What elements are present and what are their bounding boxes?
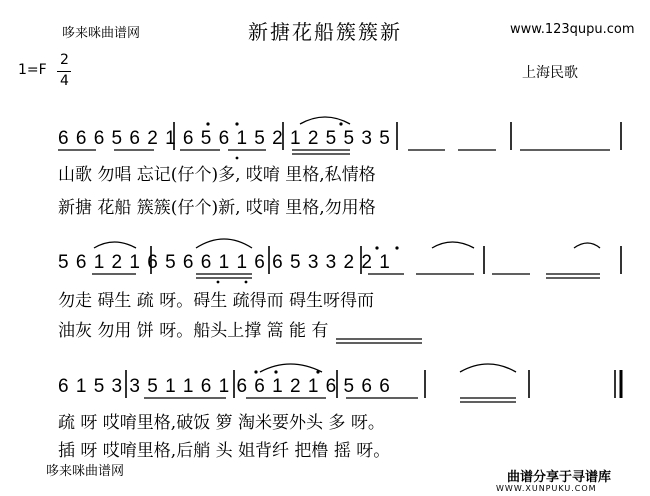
- lyrics-row-3-verse-1: 疏 呀 哎唷里格,破饭 箩 淘米要外头 多 呀。: [58, 413, 385, 433]
- site-name-top: 哆来咪曲谱网: [62, 26, 141, 41]
- watermark-title: 曲谱分享于寻谱库: [507, 470, 612, 485]
- lyrics-row-2-verse-1: 勿走 碍生 疏 呀。碍生 疏得而 碍生呀得而: [58, 291, 375, 311]
- lyrics-row-1-verse-1: 山歌 勿唱 忘记(仔个)多, 哎唷 里格,私情格: [58, 165, 376, 185]
- song-origin: 上海民歌: [522, 65, 578, 81]
- notes-row-3: 6 1 5 3 3 5 1 1 6 1 6 6 1 2 1 6 5 6 6: [58, 376, 391, 397]
- lyrics-row-2-verse-2: 油灰 勿用 饼 呀。船头上撑 篙 能 有: [58, 321, 329, 341]
- time-signature-bottom: 4: [60, 73, 69, 89]
- watermark-url: WWW.XUNPUKU.COM: [496, 484, 597, 493]
- song-title: 新搪花船簇簇新: [248, 20, 402, 44]
- time-signature-top: 2: [60, 52, 69, 68]
- notes-row-1: 6 6 6 5 6 2 1 6 5 6 1 5 2 1 2 5 5 3 5: [58, 128, 391, 149]
- lyrics-row-3-verse-2: 插 呀 哎唷里格,后艄 头 姐背纤 把橹 摇 呀。: [58, 441, 391, 461]
- lyrics-row-1-verse-2: 新搪 花船 簇簇(仔个)新, 哎唷 里格,勿用格: [58, 198, 376, 218]
- notes-row-2: 5 6 1 2 1 6 5 6 6 1 1 6 6 5 3 3 2 2 1: [58, 252, 391, 273]
- site-name-bottom: 哆来咪曲谱网: [46, 464, 125, 479]
- site-url: www.123qupu.com: [510, 22, 635, 37]
- key-signature: 1=F: [18, 62, 47, 78]
